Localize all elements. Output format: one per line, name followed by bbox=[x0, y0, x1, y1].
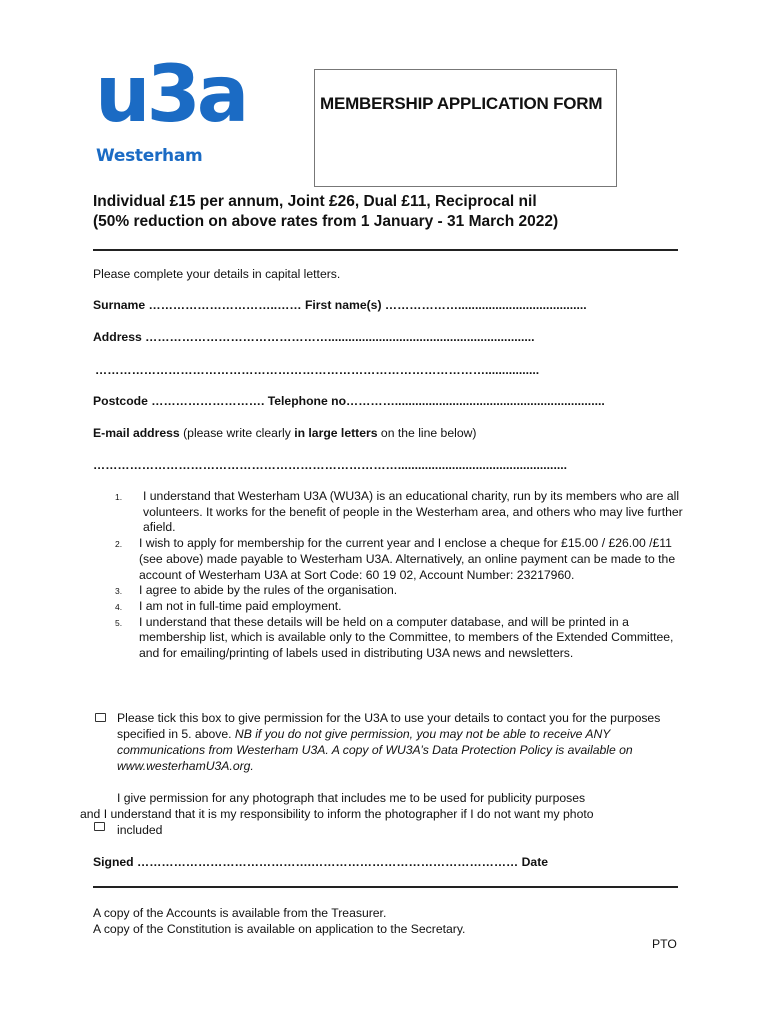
contact-row bbox=[93, 394, 605, 408]
term-item bbox=[93, 536, 683, 583]
telephone-label: Telephone no bbox=[267, 394, 347, 408]
email-note-a: (please write clearly bbox=[183, 426, 291, 440]
accounts-note: A copy of the Accounts is available from the Treasurer. bbox=[93, 906, 387, 920]
email-label: E-mail address bbox=[93, 426, 180, 440]
title-box bbox=[314, 69, 617, 187]
email-row bbox=[93, 426, 476, 440]
term-item bbox=[93, 615, 683, 662]
photo-permission-line-2: and I understand that it is my responsibility to inform the photographer if I do not want my photo bbox=[80, 807, 594, 821]
telephone-field[interactable]: ………….............................................................. bbox=[346, 394, 605, 408]
rates-line-2: (50% reduction on above rates from 1 January - 31 March 2022) bbox=[93, 213, 559, 230]
rates-line-1: Individual £15 per annum, Joint £26, Dual £11, Reciprocal nil bbox=[93, 193, 537, 210]
firstname-label: First name(s) bbox=[304, 298, 382, 312]
term-number: 5. bbox=[115, 617, 123, 628]
term-text: I understand that these details will be held on a computer database, and will be printed in a membership list, which is available only to the Committee, to members of the Extended Committee, and for emailing/printing of labels used in distributing U3A news and newsletters. bbox=[139, 614, 674, 661]
address-label: Address bbox=[93, 330, 142, 344]
photo-permission-line-1: I give permission for any photograph that includes me to be used for publicity purposes bbox=[117, 791, 586, 805]
permission-text: Please tick this box to give permission for the U3A to use your details to contact you for the purposes specified in 5. above. bbox=[117, 711, 661, 741]
address-field-line-2[interactable]: ……………………………………………………………………………………................ bbox=[95, 363, 540, 377]
signature-field[interactable]: …………………………………….…………………………………………… bbox=[137, 855, 519, 869]
permission-paragraph bbox=[117, 710, 687, 774]
date-label: Date bbox=[521, 855, 549, 869]
term-text: I am not in full-time paid employment. bbox=[139, 598, 342, 613]
postcode-field[interactable]: ………………………. bbox=[151, 394, 265, 408]
term-number: 1. bbox=[115, 492, 123, 502]
term-number: 3. bbox=[115, 586, 123, 597]
name-row bbox=[93, 298, 587, 312]
permission-note: NB if you do not give permission, you may not be able to receive ANY communications from Westerham U3A. A copy of WU3A’s Data Protection Policy is available on www.westerhamU3A.org. bbox=[117, 727, 633, 773]
intro-text: Please complete your details in capital letters. bbox=[93, 267, 341, 281]
email-note-b: in large letters bbox=[294, 426, 378, 440]
photo-permission-line-3: included bbox=[117, 823, 163, 837]
u3a-westerham-logo bbox=[95, 50, 270, 170]
logo-brand: u3a bbox=[95, 50, 246, 140]
term-number: 4. bbox=[115, 601, 123, 612]
email-note-c: on the line below) bbox=[380, 426, 477, 440]
address-row bbox=[93, 330, 535, 344]
address-field[interactable]: ………………………………………............................................................. bbox=[145, 330, 535, 344]
divider-top bbox=[93, 249, 678, 251]
term-item bbox=[93, 583, 683, 599]
contact-permission-checkbox[interactable] bbox=[95, 713, 106, 722]
signature-row bbox=[93, 855, 548, 869]
divider-bottom bbox=[93, 886, 678, 888]
term-item bbox=[93, 489, 683, 536]
postcode-label: Postcode bbox=[93, 394, 148, 408]
term-number: 2. bbox=[115, 539, 123, 550]
photo-permission-checkbox[interactable] bbox=[94, 822, 105, 831]
signed-label: Signed bbox=[93, 855, 134, 869]
pto-label: PTO bbox=[652, 937, 677, 951]
term-text: I understand that Westerham U3A (WU3A) is an educational charity, run by its members who are all volunteers. It works for the benefit of people in the Westerham area, and others who may live further afield. bbox=[143, 489, 683, 535]
form-title: MEMBERSHIP APPLICATION FORM bbox=[320, 94, 603, 113]
surname-field[interactable]: …………………………..…… bbox=[148, 298, 302, 312]
term-text: I agree to abide by the rules of the organisation. bbox=[139, 583, 398, 598]
term-text: I wish to apply for membership for the current year and I enclose a cheque for £15.00 / £26.00 /£11 (see above) made payable to Westerham U3A. Alternatively, an online payment can be made to the account of Westerham U3A at Sort Code: 60 19 02, Account Number: 23217960. bbox=[139, 536, 676, 582]
term-item bbox=[93, 599, 683, 615]
email-field[interactable]: ………………………………………………………………….................................................. bbox=[93, 458, 567, 472]
constitution-note: A copy of the Constitution is available on application to the Secretary. bbox=[93, 922, 466, 936]
surname-label: Surname bbox=[93, 298, 146, 312]
firstname-field[interactable]: ………………...................................... bbox=[384, 298, 587, 312]
terms-list bbox=[93, 489, 683, 662]
logo-location: Westerham bbox=[96, 146, 203, 166]
